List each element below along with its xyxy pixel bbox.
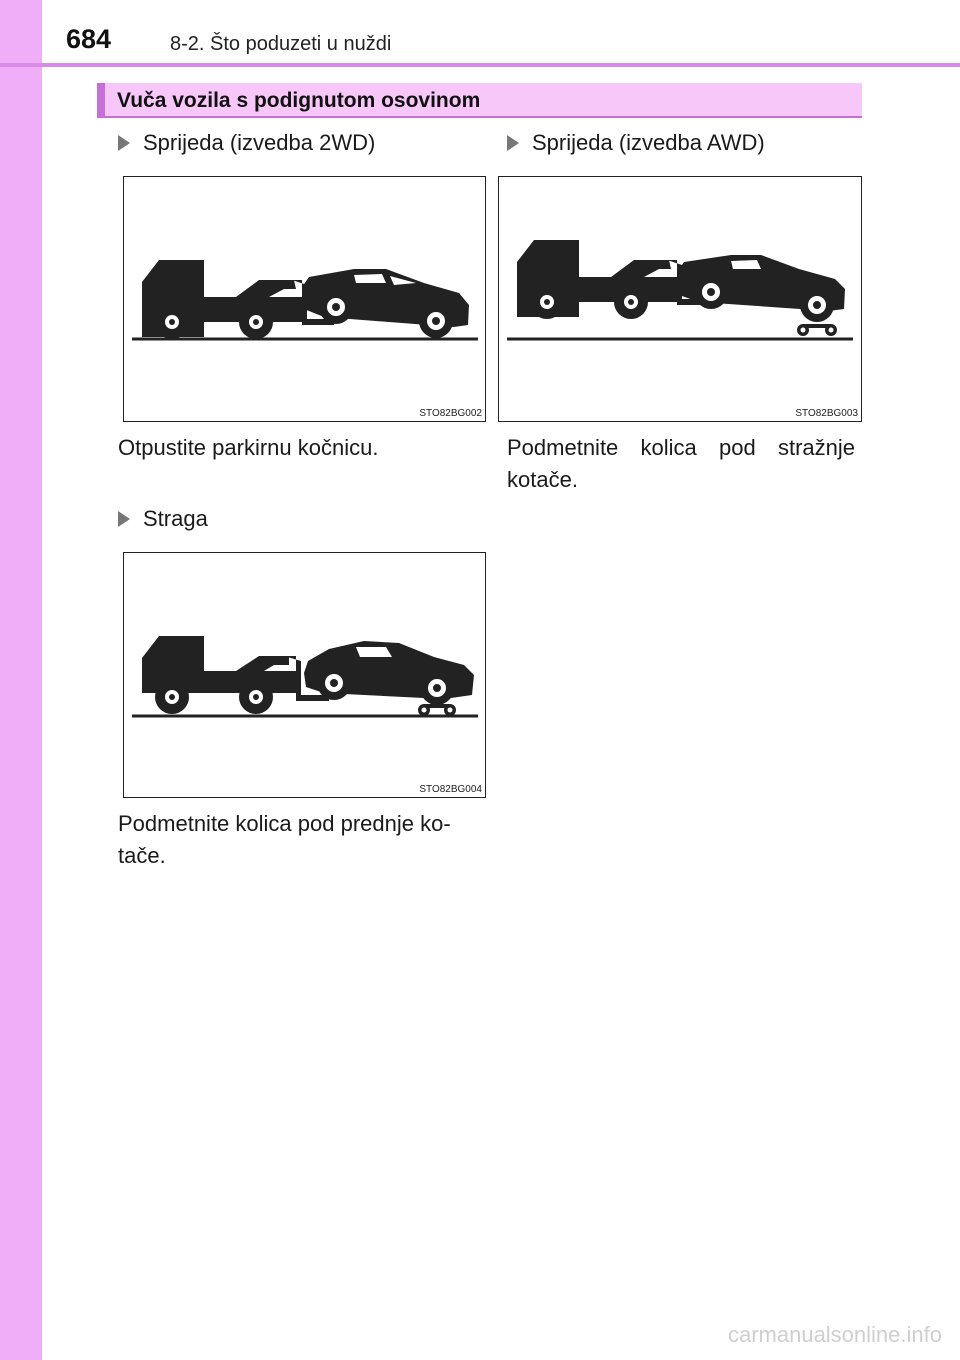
side-color-strip — [0, 0, 42, 1360]
figure-tow-rear — [123, 552, 486, 798]
watermark: carmanualsonline.info — [727, 1322, 942, 1347]
figure-code: STO82BG002 — [419, 408, 482, 419]
page-number: 684 — [66, 24, 112, 54]
tow-truck-illustration — [124, 177, 485, 421]
subheading-text: Sprijeda (izvedba 2WD) — [143, 130, 376, 155]
subheading-front-awd — [507, 130, 765, 156]
bullet-triangle-icon — [118, 135, 130, 151]
tow-truck-rear-illustration — [124, 553, 485, 797]
bullet-triangle-icon — [118, 511, 130, 527]
figure-tow-front-awd — [498, 176, 862, 422]
tow-truck-dolly-illustration — [499, 177, 861, 421]
instruction-text: Podmetnite kolica pod stražnje kotače. — [507, 435, 855, 492]
subheading-text: Straga — [143, 506, 208, 531]
instruction-text: Podmetnite kolica pod prednje ko-tače. — [118, 811, 451, 868]
bullet-triangle-icon — [507, 135, 519, 151]
figure-code: STO82BG003 — [795, 408, 858, 419]
subheading-front-2wd — [118, 130, 375, 156]
section-heading — [97, 83, 862, 118]
figure-tow-front-2wd — [123, 176, 486, 422]
chapter-title: 8-2. Što poduzeti u nuždi — [170, 33, 392, 55]
header-rule — [0, 63, 960, 67]
figure-code: STO82BG004 — [419, 784, 482, 795]
subheading-text: Sprijeda (izvedba AWD) — [532, 130, 765, 155]
section-heading-text: Vuča vozila s podignutom osovinom — [117, 89, 481, 112]
instruction-text: Otpustite parkirnu kočnicu. — [118, 435, 379, 460]
subheading-rear — [118, 506, 208, 532]
